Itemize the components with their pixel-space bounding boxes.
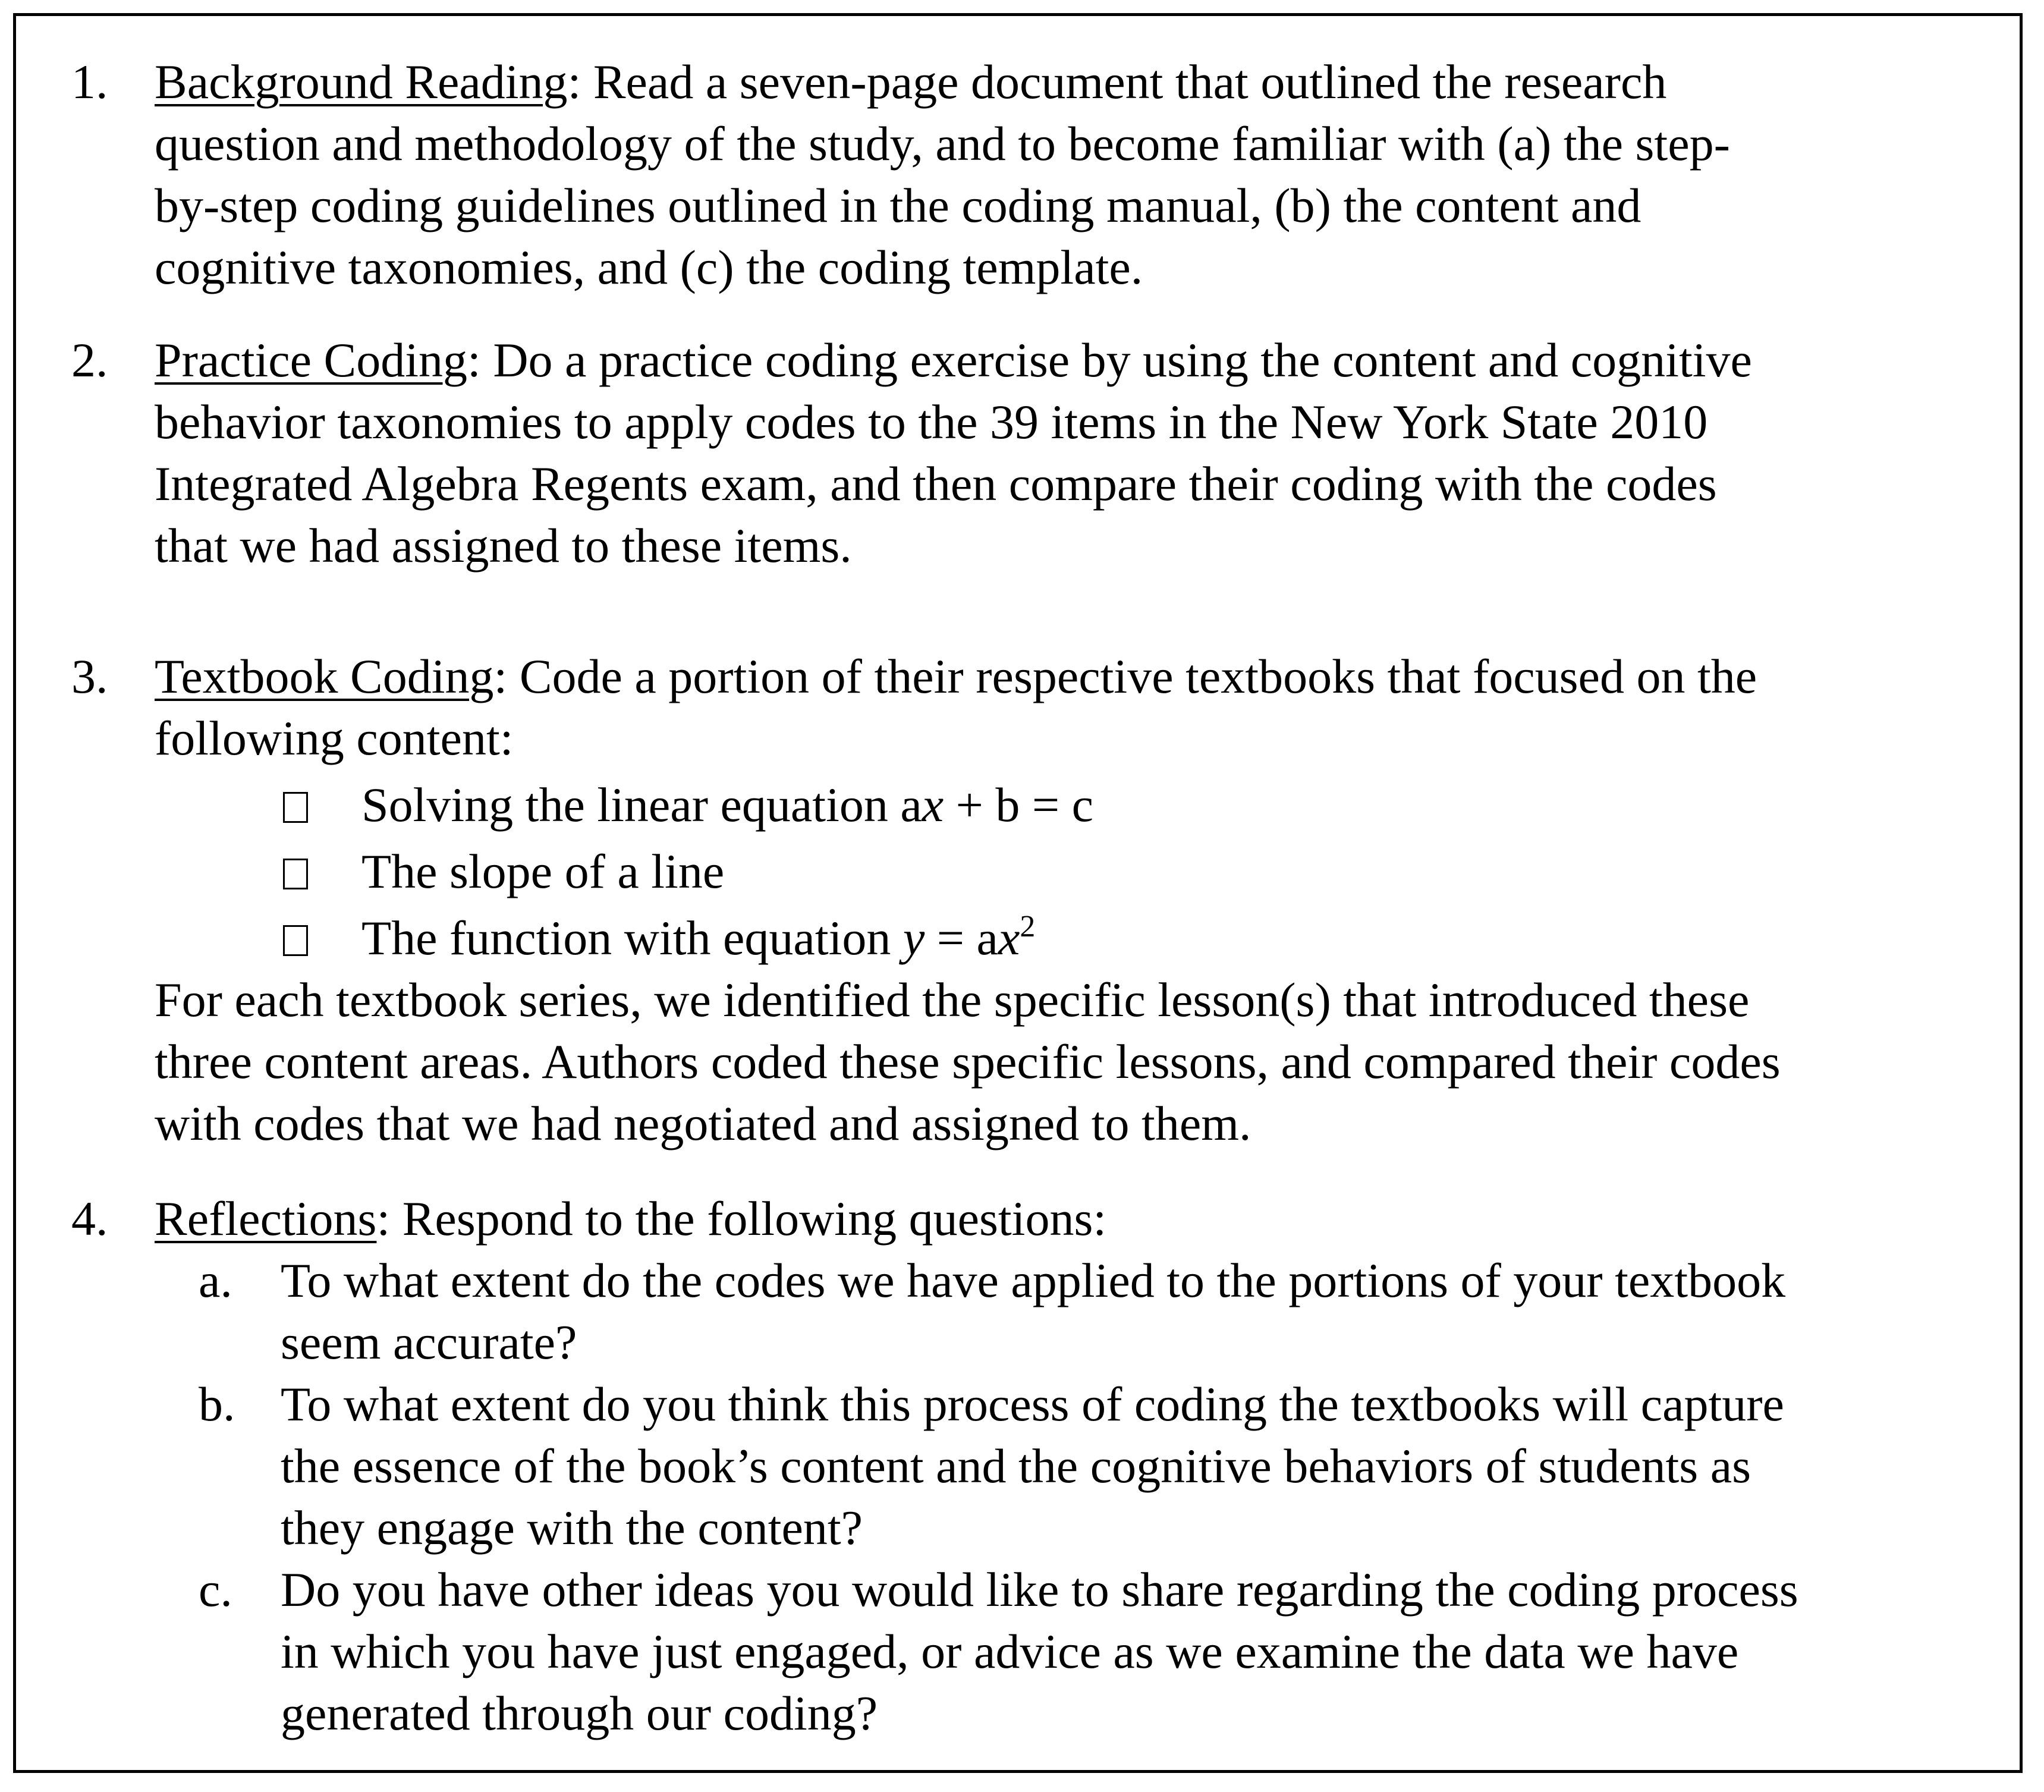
question-b-line-2: the essence of the book’s content and the cognitive behaviors of students as — [281, 1439, 1751, 1493]
item-1-title: Background Reading — [155, 55, 568, 109]
item-3-number: 3. — [71, 649, 108, 703]
item-1-line-3: by-step coding guidelines outlined in the coding manual, (b) the content and — [155, 178, 1642, 232]
item-1-line-4: cognitive taxonomies, and (c) the coding template. — [155, 240, 1143, 294]
item-3-after-1: For each textbook series, we identified the specific lesson(s) that introduced these — [155, 973, 1750, 1027]
item-2-number: 2. — [71, 333, 108, 387]
item-3-after-2: three content areas. Authors coded these specific lessons, and compared their codes — [155, 1035, 1781, 1089]
item-1-first-line — [155, 51, 1666, 113]
bullet-box-icon — [283, 925, 308, 956]
bullet-2: The slope of a line — [361, 844, 725, 898]
item-2-line-1: : Do a practice coding exercise by using the content and cognitive — [467, 333, 1752, 387]
item-3-first-line — [155, 646, 1757, 708]
item-2-title: Practice Coding — [155, 333, 468, 387]
item-4-number: 4. — [71, 1191, 108, 1246]
question-b-line-3: they engage with the content? — [281, 1501, 863, 1555]
item-3-line-2: following content: — [155, 711, 514, 765]
question-c-line-1: Do you have other ideas you would like to share regarding the coding process — [281, 1563, 1798, 1617]
question-c-line-2: in which you have just engaged, or advice as we examine the data we have — [281, 1624, 1739, 1678]
item-3-after-3: with codes that we had negotiated and assigned to them. — [155, 1096, 1251, 1150]
item-3-line-1: : Code a portion of their respective textbooks that focused on the — [493, 649, 1757, 703]
item-4-first-line — [155, 1188, 1106, 1250]
question-a-letter: a. — [199, 1253, 232, 1307]
question-b-line-1: To what extent do you think this process of coding the textbooks will capture — [281, 1377, 1784, 1431]
bullet-box-icon — [283, 792, 308, 823]
item-2-line-2: behavior taxonomies to apply codes to the 39 items in the New York State 2010 — [155, 395, 1708, 449]
bullet-3: The function with equation $y = ax^2$ — [361, 910, 1036, 965]
question-a-line-2: seem accurate? — [281, 1315, 577, 1369]
item-1-line-1: : Read a seven-page document that outlined the research — [567, 55, 1667, 109]
item-2-line-4: that we had assigned to these items. — [155, 518, 852, 573]
item-4-line-1: : Respond to the following questions: — [376, 1191, 1107, 1246]
question-c-letter: c. — [199, 1563, 232, 1617]
item-2-line-3: Integrated Algebra Regents exam, and then compare their coding with the codes — [155, 457, 1717, 511]
bullet-box-icon — [283, 859, 308, 889]
item-2-first-line — [155, 329, 1752, 391]
item-3-title: Textbook Coding — [155, 649, 494, 703]
question-b-letter: b. — [199, 1377, 235, 1431]
question-a-line-1: To what extent do the codes we have applied to the portions of your textbook — [281, 1253, 1786, 1307]
item-4-title: Reflections — [155, 1191, 377, 1246]
item-1-line-2: question and methodology of the study, and to become familiar with (a) the step- — [155, 117, 1730, 171]
item-1-number: 1. — [71, 55, 108, 109]
question-c-line-3: generated through our coding? — [281, 1686, 878, 1740]
bullet-1: Solving the linear equation ax + b = c — [361, 778, 1094, 832]
